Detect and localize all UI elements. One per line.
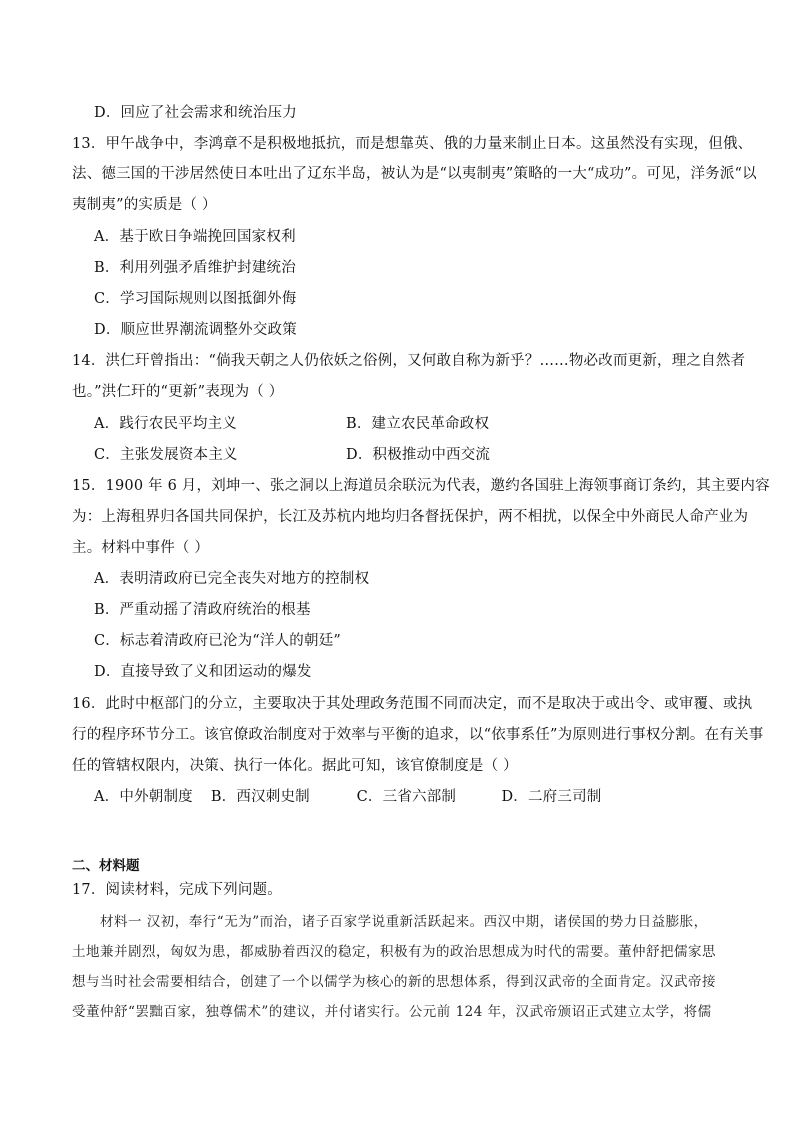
q14-option-c: C．主张发展资本主义 [94,447,238,463]
q16-option-c: C．三省六部制 [356,789,457,805]
q15-option-c: C．标志着清政府已沦为“洋人的朝廷” [94,633,342,649]
section-title-materials: 二、材料题 [72,858,140,874]
q16-option-a: A．中外朝制度 [94,789,193,805]
q15-stem-line1: 15．1900 年 6 月，刘坤一、张之洞以上海道员余联沅为代表，邀约各国驻上海领事商订条约，其主要内容 [72,478,770,494]
q17-material-line2: 土地兼并剧烈，匈奴为患，都威胁着西汉的稳定，积极有为的政治思想成为时代的需要。董仲舒把儒家思 [72,944,716,960]
q13-option-a: A．基于欧日争端挽回国家权利 [94,229,296,245]
q15-option-d: D．直接导致了义和团运动的爆发 [94,664,312,680]
q15-option-b: B．严重动摇了清政府统治的根基 [94,602,311,618]
q16-stem-line1: 16．此时中枢部门的分立，主要取决于其处理政务范围不同而决定，而不是取决于或出令、或审覆、或执 [72,696,753,712]
q17-material-line4: 受董仲舒“罢黜百家，独尊儒术”的建议，并付诸实行。公元前 124 年，汉武帝颁诏正式建立太学，将儒 [72,1004,712,1020]
q13-stem-line1: 13．甲午战争中，李鸿章不是积极地抵抗，而是想靠英、俄的力量来制止日本。这虽然没有实现，但俄、 [72,136,753,152]
q14-stem-line1: 14．洪仁玕曾指出：“倘我天朝之人仍依妖之俗例，又何敢自称为新乎？……物必改而更新，理之自然者 [72,353,746,369]
q17-material-line1: 材料一 汉初，奉行“无为”而治，诸子百家学说重新活跃起来。西汉中期，诸侯国的势力日益膨胀， [100,914,708,930]
q15-option-a: A．表明清政府已完全丧失对地方的控制权 [94,571,370,587]
q16-stem-line2: 行的程序环节分工。该官僚政治制度对于效率与平衡的追求，以“依事系任”为原则进行事权分割。在有关事 [72,727,764,743]
q14-stem-line2: 也。”洪仁玕的“更新”表现为（ ） [72,384,284,400]
q13-stem-line2: 法、德三国的干涉居然使日本吐出了辽东半岛，被认为是“以夷制夷”策略的一大“成功”。可见，洋务派“以 [72,166,757,182]
q17-material-line3: 想与当时社会需要相结合，创建了一个以儒学为核心的新的思想体系，得到汉武帝的全面肯定。汉武帝接 [72,974,716,990]
q12-option-d: D．回应了社会需求和统治压力 [94,105,297,121]
q16-options-row [94,787,601,807]
q14-option-a: A．践行农民平均主义 [94,416,237,432]
q16-option-b: B．西汉刺史制 [210,789,310,805]
q15-stem-line2: 为：上海租界归各国共同保护，长江及苏杭内地均归各督抚保护，两不相扰，以保全中外商民人命产业为 [72,509,749,525]
q15-stem-line3: 主。材料中事件（ ） [72,540,210,556]
q16-stem-line3: 任的管辖权限内，决策、执行一体化。据此可知，该官僚制度是（ ） [72,758,518,774]
q14-option-b: B．建立农民革命政权 [346,416,490,432]
q13-option-d: D．顺应世界潮流调整外交政策 [94,322,297,338]
q17-stem: 17．阅读材料，完成下列问题。 [72,882,282,898]
q14-option-d: D．积极推动中西交流 [346,447,491,463]
q13-option-b: B．利用列强矛盾维护封建统治 [94,260,296,276]
q13-option-c: C．学习国际规则以图抵御外侮 [94,291,297,307]
q13-stem-line3: 夷制夷”的实质是（ ） [72,197,217,213]
q16-option-d: D．二府三司制 [501,789,602,805]
